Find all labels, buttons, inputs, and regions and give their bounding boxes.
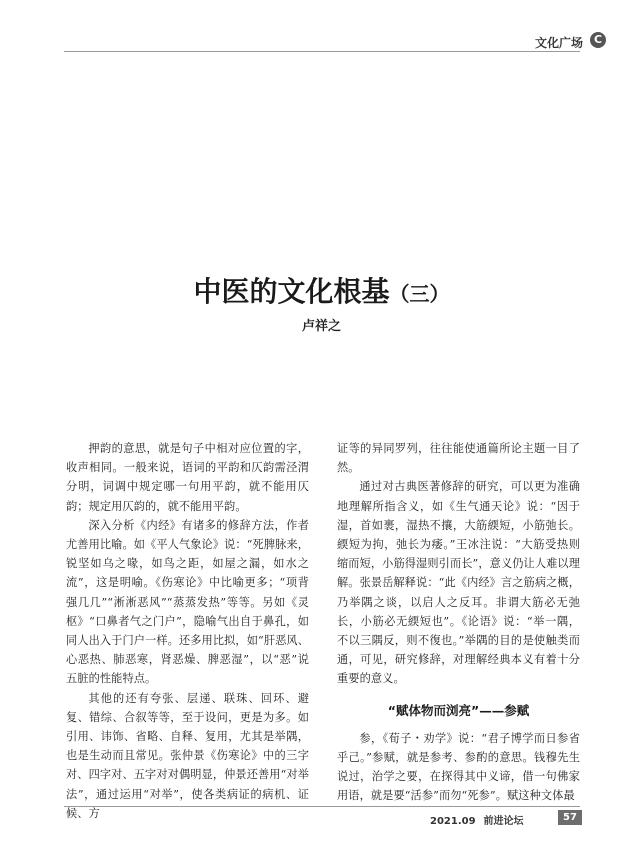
paragraph: 押韵的意思，就是句子中相对应位置的字，收声相同。一般来说，语词的平韵和仄韵需泾渭分明，词调中规定哪一句用平韵，就不能用仄韵；规定用仄韵的，就不能用平韵。 bbox=[66, 442, 309, 513]
title-suffix: （三） bbox=[389, 282, 450, 306]
issue-date: 2021.09 bbox=[430, 816, 476, 827]
section-subheading: “赋体物而浏亮”——参赋 bbox=[387, 702, 530, 718]
author-name: 卢祥之 bbox=[301, 319, 341, 334]
section-label: 文化广场 bbox=[534, 36, 583, 50]
section-logo-icon: C bbox=[590, 32, 606, 48]
body-column-left bbox=[66, 439, 309, 823]
page-number: 57 bbox=[558, 810, 582, 825]
paragraph-continuation: 证等的异同罗列，往往能使通篇所论主题一目了然。 bbox=[337, 442, 580, 475]
journal-name: 前进论坛 bbox=[483, 816, 524, 827]
footer-rule bbox=[64, 806, 580, 807]
body-column-right bbox=[337, 439, 580, 805]
footer-info bbox=[430, 812, 532, 827]
paragraph: 其他的还有夸张、层递、联珠、回环、避复、错综、合叙等等，至于设问，更是为多。如引用、讳饰、省略、自释、复用，尤其是举隅，也是生动而且常见。张仲景《伤寒论》中的三字对、四字对、五字对对偶明显，仲景还善用“对举法”，通过运用“对举”，使各类病证的病机、证候、方 bbox=[66, 691, 309, 820]
paragraph: 通过对古典医著修辞的研究，可以更为准确地理解所指含义，如《生气通天论》说：“因于湿，首如裹，湿热不攘，大筋緛短，小筋弛长。緛短为拘，弛长为痿。”王冰注说：“大筋受热则缩而短，小筋得湿则引而长”，意义仍让人难以理解。张景岳解释说：“此《内经》言之筋病之概，乃举隅之谈，以启人之反耳。非谓大筋必无弛长，小筋必无緛短也”。《论语》说：“举一隅，不以三隅反，则不復也。”举隅的目的是使触类而通，可见，研究修辞，对理解经典本义有着十分重要的意义。 bbox=[337, 480, 580, 686]
paragraph: 深入分析《内经》有诸多的修辞方法，作者尤善用比喻。如《平人气象论》说：“死脾脉来，锐坚如乌之喙，如鸟之距，如屋之漏，如水之流”，这是明喻。《伤寒论》中比喻更多；“项背强几几”“淅淅恶风”“蒸蒸发热”等等。另如《灵枢》“口鼻者气之门户”，隐喻气出自于鼻孔，如同人出入于门户一样。还多用比拟，如“肝恶风、心恶热、肺恶寒，肾恶燥、脾恶湿”，以“恶”说五脏的性能特点。 bbox=[66, 518, 309, 686]
article-title bbox=[0, 270, 643, 310]
title-main: 中医的文化根基 bbox=[193, 275, 390, 308]
header-rule bbox=[64, 51, 580, 52]
paragraph: 参，《荀子・劝学》说：“君子博学而日参省乎己。”参赋，就是参考、参酌的意思。钱穆先生说过，治学之要，在探得其中义谛，借一句佛家用语，就是要“活参”而勿“死参”。赋这种文体最 bbox=[337, 731, 580, 803]
